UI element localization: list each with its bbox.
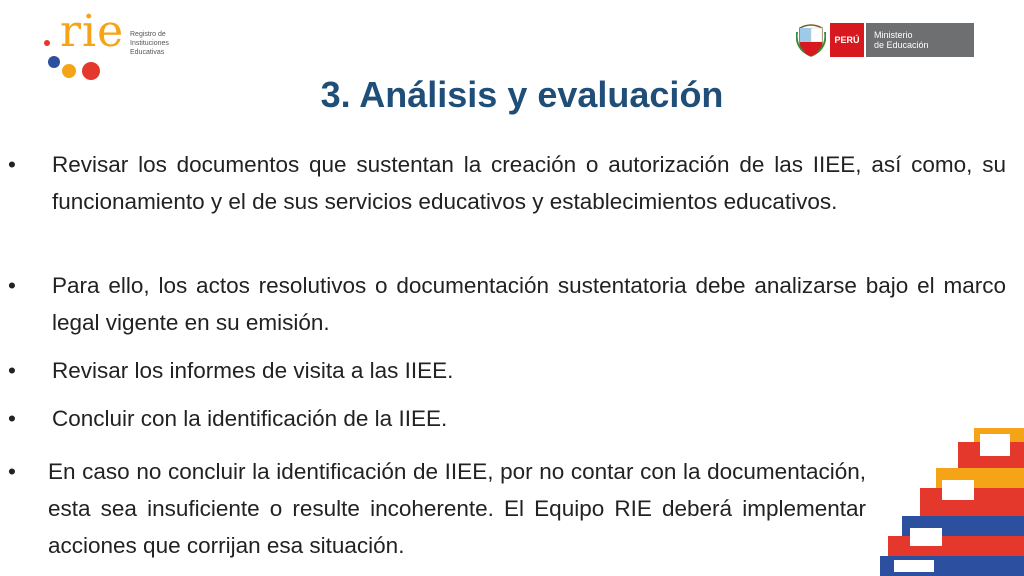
logo-dot-small-red [44,40,50,46]
bullet-text: Para ello, los actos resolutivos o documentación sustentatoria debe analizarse bajo el marco legal vigente en su emisión. [52,273,1006,335]
bullet-item [8,146,1006,220]
bullet-item [8,352,1006,389]
coat-of-arms-icon [796,22,826,58]
bullet-text: Concluir con la identificación de la IIEE. [52,406,448,431]
ministry-label [866,23,974,57]
bullet-marker: • [8,152,16,177]
bullet-marker: • [8,358,16,383]
bullet-item [8,267,1006,341]
peru-label: PERÚ [830,23,864,57]
decorative-steps-graphic [880,428,1024,576]
logo-subtitle-line: Instituciones [130,40,169,47]
logo-subtitle-line: Educativas [130,49,165,56]
bullet-item [8,400,1006,437]
ministry-line: Ministerio [874,30,913,40]
bullet-marker: • [8,406,16,431]
logo-subtitle-line: Registro de [130,31,166,38]
bullet-text: Revisar los informes de visita a las IIEE. [52,358,454,383]
logo-dot-blue [48,56,60,68]
bullet-text: En caso no concluir la identificación de IIEE, por no contar con la documentación, esta sea insuficiente o resulte incoherente. El Equipo RIE deberá implementar acciones que corrijan esa situación. [48,459,866,558]
bullet-text: Revisar los documentos que sustentan la creación o autorización de las IIEE, así como, su funcionamiento y el de sus servicios educativos y establecimientos educativos. [52,152,1006,214]
logo-subtitle [130,30,190,57]
bullet-item [8,453,866,564]
slide-title: 3. Análisis y evaluación [320,74,724,115]
ministry-logo [796,22,974,58]
logo-wordmark: rie [60,6,125,57]
bullet-marker: • [8,273,16,298]
bullet-marker: • [8,459,16,484]
ministry-line: de Educación [874,40,929,50]
